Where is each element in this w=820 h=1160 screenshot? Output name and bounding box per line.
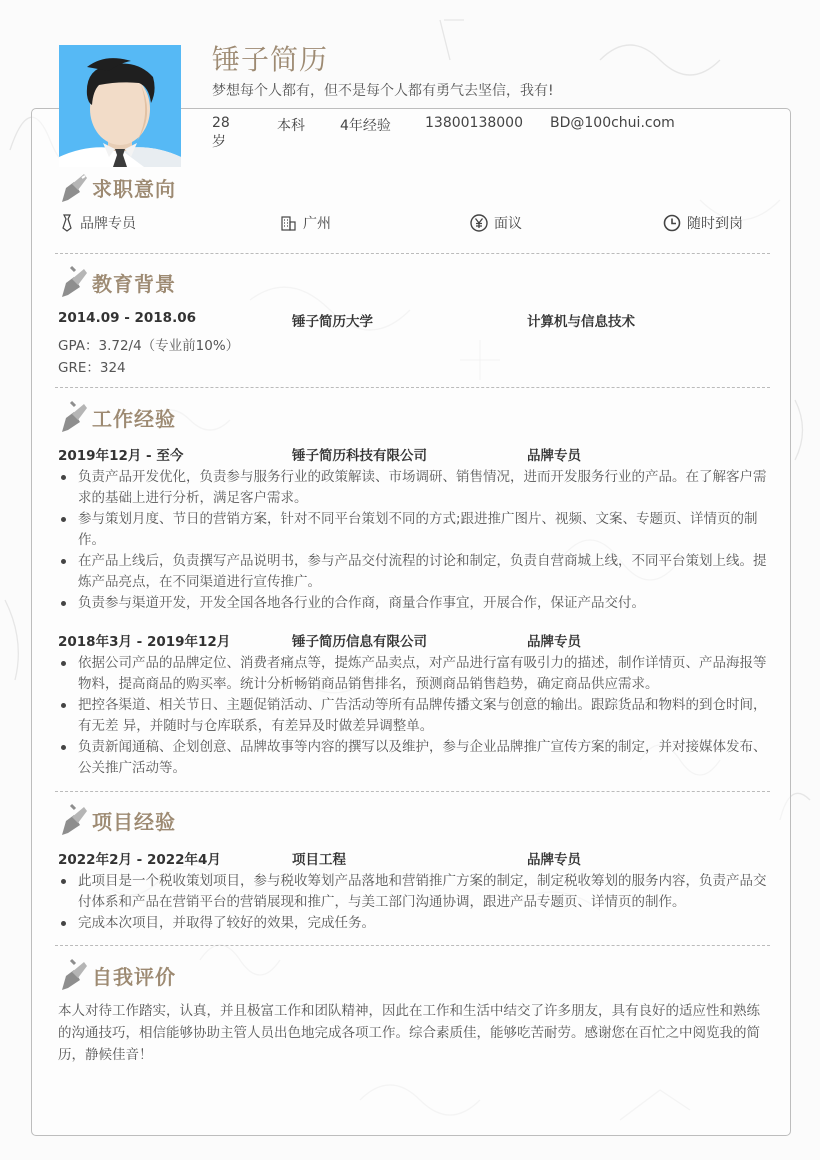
divider [55,387,770,388]
resume-name: 锤子简历 [212,43,329,76]
phone: 13800138000 [425,115,523,131]
education-period: 2014.09 - 2018.06 [58,310,196,326]
list-item: 依据公司产品的品牌定位、消费者痛点等，提炼产品卖点，对产品进行富有吸引力的描述，制作详情页、产品海报等物料，提高商品的购买率。统计分析畅销商品销售排名，预测商品销售趋势，确定商品供应需求。 [58,653,770,695]
avatar [59,45,181,167]
section-label: 教育背景 [92,271,176,296]
section-title-intent [58,170,176,204]
self-evaluation-text: 本人对待工作踏实，认真，并且极富工作和团队精神，因此在工作和生活中结交了许多朋友，具有良好的适应性和熟练的沟通技巧，相信能够协助主管人员出色地完成各项工作。综合素质佳，能够吃苦耐劳。感谢您在百忙之中阅览我的简历，静候佳音！ [58,1003,760,1063]
job-period: 2018年3月 - 2019年12月 [58,634,231,650]
yen-icon [470,214,488,232]
section-label: 工作经验 [92,406,176,431]
experience: 4年经验 [340,118,391,134]
divider [55,791,770,792]
motto: 梦想每个人都有，但不是每个人都有勇气去坚信，我有! [212,83,554,99]
project-role: 品牌专员 [527,852,581,868]
section-label: 项目经验 [92,809,176,834]
pen-icon [58,400,90,434]
list-item: 负责产品开发优化，负责参与服务行业的政策解读、市场调研、销售情况，进而开发服务行业的产品。在了解客户需求的基础上进行分析，满足客户需求。 [58,467,770,509]
project-bullets [58,871,770,934]
section-title-project [58,803,176,837]
job-bullets [58,653,770,779]
job-role: 品牌专员 [527,448,581,464]
pen-icon [58,958,90,992]
divider [55,253,770,254]
section-title-work [58,400,176,434]
pen-icon [58,803,90,837]
list-item: 完成本次项目，并取得了较好的效果，完成任务。 [58,913,770,934]
list-item: 负责参与渠道开发，开发全国各地各行业的合作商，商量合作事宜，开展合作，保证产品交付。 [58,593,770,614]
major: 计算机与信息技术 [527,314,635,330]
degree: 本科 [277,118,305,134]
school: 锤子简历大学 [292,314,373,330]
list-item: 负责新闻通稿、企划创意、品牌故事等内容的撰写以及维护，参与企业品牌推广宣传方案的制定，并对接媒体发布、公关推广活动等。 [58,737,770,779]
section-label: 自我评价 [92,964,176,989]
clock-icon [663,214,681,232]
list-item: 参与策划月度、节日的营销方案，针对不同平台策划不同的方式;跟进推广图片、视频、文案、专题页、详情页的制作。 [58,509,770,551]
building-icon [281,215,297,231]
email[interactable]: BD@100chui.com [550,115,675,131]
job-company: 锤子简历信息有限公司 [292,634,427,650]
job-period: 2019年12月 - 至今 [58,448,184,464]
pen-icon [58,265,90,299]
section-label: 求职意向 [92,176,176,201]
list-item: 把控各渠道、相关节日、主题促销活动、广告活动等所有品牌传播文案与创意的输出。跟踪货品和物料的到仓时间，有无差 异，并随时与仓库联系，有差异及时做差异调整单。 [58,695,770,737]
tie-icon [60,214,74,232]
job-bullets [58,467,770,614]
gpa: GPA：3.72/4（专业前10%） [58,338,240,354]
pen-icon [58,170,90,204]
section-title-self [58,958,176,992]
intent-availability: 随时到岗 [663,213,743,233]
project-period: 2022年2月 - 2022年4月 [58,852,221,868]
gre: GRE：324 [58,360,126,376]
list-item: 在产品上线后，负责撰写产品说明书，参与产品交付流程的讨论和制定，负责自营商城上线，不同平台策划上线。提炼产品亮点，在不同渠道进行宣传推广。 [58,551,770,593]
job-company: 锤子简历科技有限公司 [292,448,427,464]
job-role: 品牌专员 [527,634,581,650]
section-title-education [58,265,176,299]
divider [55,945,770,946]
project-name: 项目工程 [292,852,346,868]
age: 28岁 [212,115,230,150]
intent-salary: 面议 [470,213,522,233]
list-item: 此项目是一个税收策划项目，参与税收筹划产品落地和营销推广方案的制定，制定税收筹划的服务内容，负责产品交付体系和产品在营销平台的营销展现和推广，与美工部门沟通协调，跟进产品专题页、详情页的制作。 [58,871,770,913]
intent-position: 品牌专员 [60,213,136,233]
intent-city: 广州 [281,213,331,233]
